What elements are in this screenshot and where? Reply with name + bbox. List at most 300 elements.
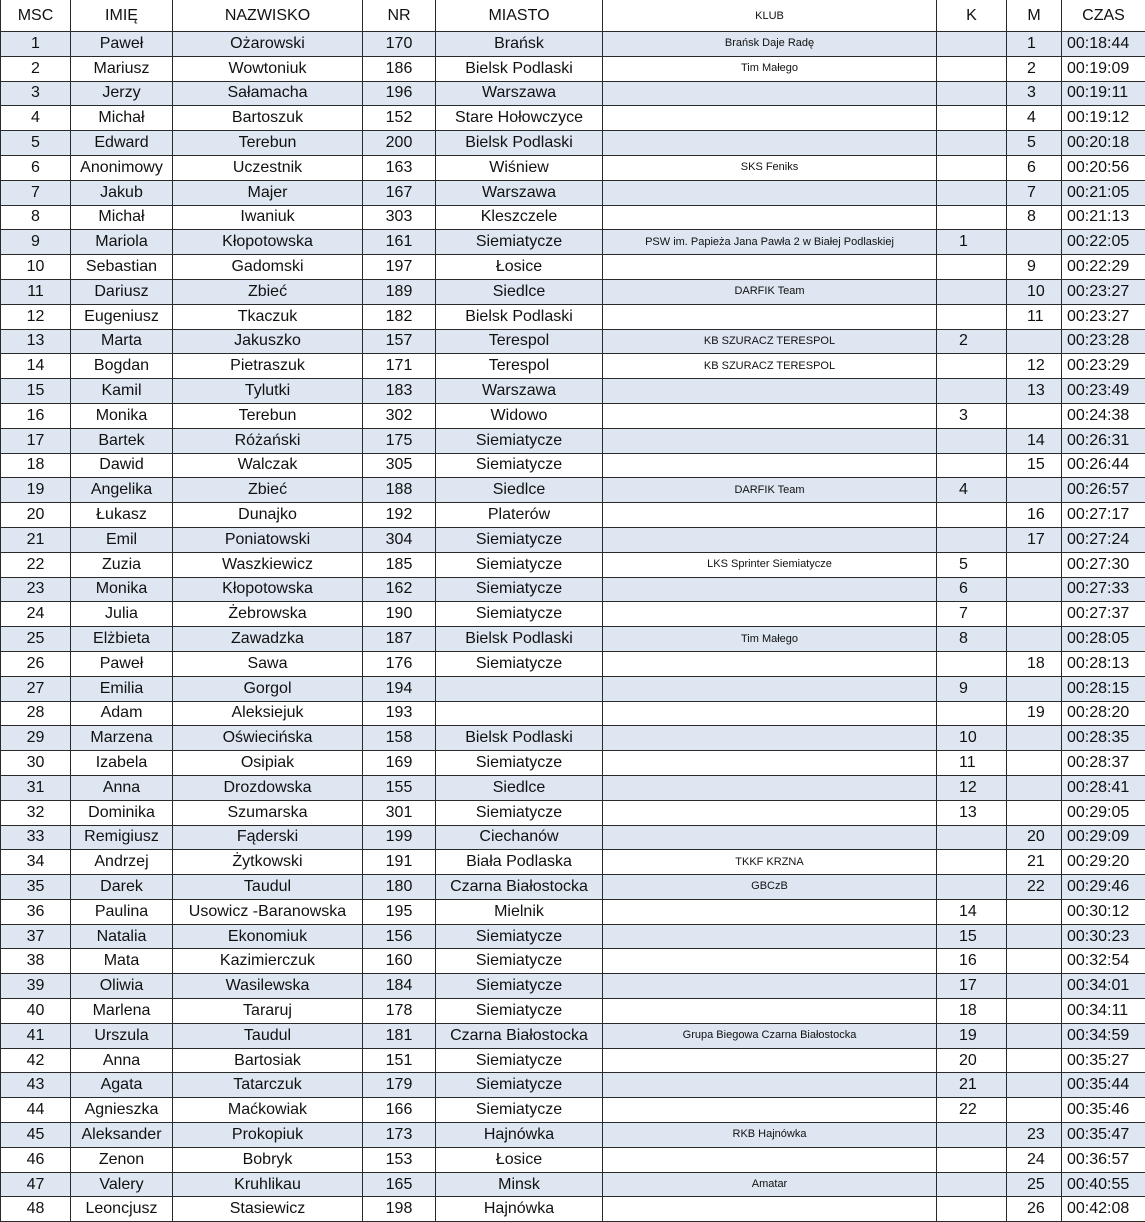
cell-nazwisko: Tkaczuk	[173, 304, 363, 329]
col-header-nazwisko: NAZWISKO	[173, 0, 363, 32]
cell-msc: 3	[1, 81, 71, 106]
cell-imie: Mata	[71, 949, 173, 974]
cell-imie: Anna	[71, 775, 173, 800]
cell-klub	[603, 1073, 937, 1098]
cell-nazwisko: Bartosiak	[173, 1048, 363, 1073]
cell-m	[1007, 329, 1062, 354]
cell-imie: Leoncjusz	[71, 1197, 173, 1222]
cell-m: 17	[1007, 527, 1062, 552]
table-row	[1, 850, 1145, 875]
cell-nazwisko: Fąderski	[173, 825, 363, 850]
cell-nazwisko: Taudul	[173, 875, 363, 900]
cell-miasto: Mielnik	[436, 899, 603, 924]
cell-msc: 24	[1, 602, 71, 627]
cell-klub	[603, 775, 937, 800]
table-row	[1, 279, 1145, 304]
cell-k	[937, 279, 1007, 304]
cell-k	[937, 354, 1007, 379]
cell-nazwisko: Stasiewicz	[173, 1197, 363, 1222]
cell-czas: 00:35:27	[1062, 1048, 1145, 1073]
cell-imie: Marlena	[71, 999, 173, 1024]
cell-czas: 00:34:01	[1062, 974, 1145, 999]
cell-imie: Angelika	[71, 478, 173, 503]
col-header-nr: NR	[363, 0, 436, 32]
cell-msc: 14	[1, 354, 71, 379]
cell-nr: 157	[363, 329, 436, 354]
cell-miasto: Bielsk Podlaski	[436, 131, 603, 156]
cell-k	[937, 81, 1007, 106]
cell-czas: 00:35:44	[1062, 1073, 1145, 1098]
cell-klub: PSW im. Papieża Jana Pawła 2 w Białej Podlaskiej	[603, 230, 937, 255]
cell-msc: 19	[1, 478, 71, 503]
cell-nazwisko: Zbieć	[173, 279, 363, 304]
cell-m: 26	[1007, 1197, 1062, 1222]
cell-msc: 6	[1, 155, 71, 180]
cell-nazwisko: Uczestnik	[173, 155, 363, 180]
cell-nr: 163	[363, 155, 436, 180]
cell-k: 20	[937, 1048, 1007, 1073]
cell-nr: 301	[363, 800, 436, 825]
cell-imie: Bogdan	[71, 354, 173, 379]
cell-k: 5	[937, 552, 1007, 577]
cell-imie: Monika	[71, 403, 173, 428]
cell-m: 15	[1007, 453, 1062, 478]
table-row	[1, 825, 1145, 850]
table-row	[1, 627, 1145, 652]
cell-miasto: Ciechanów	[436, 825, 603, 850]
cell-klub: GBCzB	[603, 875, 937, 900]
cell-nazwisko: Zawadzka	[173, 627, 363, 652]
cell-miasto: Siemiatycze	[436, 999, 603, 1024]
cell-czas: 00:32:54	[1062, 949, 1145, 974]
table-row	[1, 379, 1145, 404]
cell-imie: Monika	[71, 577, 173, 602]
cell-imie: Izabela	[71, 751, 173, 776]
cell-m: 18	[1007, 651, 1062, 676]
cell-k: 7	[937, 602, 1007, 627]
cell-m: 1	[1007, 32, 1062, 57]
cell-czas: 00:18:44	[1062, 32, 1145, 57]
cell-czas: 00:29:09	[1062, 825, 1145, 850]
cell-klub	[603, 453, 937, 478]
cell-czas: 00:29:46	[1062, 875, 1145, 900]
cell-klub: DARFIK Team	[603, 279, 937, 304]
col-header-imie: IMIĘ	[71, 0, 173, 32]
cell-nazwisko: Sawa	[173, 651, 363, 676]
cell-klub	[603, 701, 937, 726]
cell-czas: 00:34:11	[1062, 999, 1145, 1024]
cell-nr: 169	[363, 751, 436, 776]
cell-imie: Adam	[71, 701, 173, 726]
cell-nr: 186	[363, 56, 436, 81]
cell-m: 6	[1007, 155, 1062, 180]
cell-klub: SKS Feniks	[603, 155, 937, 180]
cell-k	[937, 850, 1007, 875]
cell-klub: Tim Małego	[603, 627, 937, 652]
cell-k	[937, 701, 1007, 726]
cell-k	[937, 56, 1007, 81]
cell-klub	[603, 577, 937, 602]
cell-czas: 00:23:28	[1062, 329, 1145, 354]
cell-m: 24	[1007, 1147, 1062, 1172]
table-row	[1, 354, 1145, 379]
cell-klub	[603, 304, 937, 329]
cell-m	[1007, 949, 1062, 974]
cell-k	[937, 131, 1007, 156]
cell-czas: 00:30:12	[1062, 899, 1145, 924]
cell-czas: 00:30:23	[1062, 924, 1145, 949]
table-row	[1, 255, 1145, 280]
cell-nr: 183	[363, 379, 436, 404]
cell-m	[1007, 751, 1062, 776]
col-header-miasto: MIASTO	[436, 0, 603, 32]
cell-miasto: Minsk	[436, 1172, 603, 1197]
cell-m: 13	[1007, 379, 1062, 404]
cell-imie: Oliwia	[71, 974, 173, 999]
cell-m: 25	[1007, 1172, 1062, 1197]
cell-nazwisko: Wasilewska	[173, 974, 363, 999]
cell-m	[1007, 1073, 1062, 1098]
cell-miasto: Bielsk Podlaski	[436, 304, 603, 329]
cell-klub	[603, 255, 937, 280]
cell-czas: 00:19:12	[1062, 106, 1145, 131]
cell-msc: 47	[1, 1172, 71, 1197]
cell-k: 1	[937, 230, 1007, 255]
cell-msc: 29	[1, 726, 71, 751]
cell-m: 22	[1007, 875, 1062, 900]
cell-imie: Andrzej	[71, 850, 173, 875]
cell-miasto: Platerów	[436, 503, 603, 528]
cell-k: 15	[937, 924, 1007, 949]
cell-imie: Urszula	[71, 1023, 173, 1048]
cell-imie: Agata	[71, 1073, 173, 1098]
cell-imie: Zenon	[71, 1147, 173, 1172]
cell-m	[1007, 1023, 1062, 1048]
cell-m	[1007, 627, 1062, 652]
cell-msc: 38	[1, 949, 71, 974]
cell-k: 10	[937, 726, 1007, 751]
cell-nr: 188	[363, 478, 436, 503]
table-row	[1, 999, 1145, 1024]
cell-nr: 162	[363, 577, 436, 602]
cell-msc: 43	[1, 1073, 71, 1098]
cell-msc: 10	[1, 255, 71, 280]
cell-miasto: Siemiatycze	[436, 230, 603, 255]
cell-nazwisko: Kruhlikau	[173, 1172, 363, 1197]
cell-miasto: Siemiatycze	[436, 527, 603, 552]
cell-czas: 00:27:30	[1062, 552, 1145, 577]
table-row	[1, 503, 1145, 528]
cell-miasto: Siemiatycze	[436, 453, 603, 478]
cell-czas: 00:28:05	[1062, 627, 1145, 652]
cell-klub: DARFIK Team	[603, 478, 937, 503]
cell-miasto: Łosice	[436, 255, 603, 280]
cell-czas: 00:29:20	[1062, 850, 1145, 875]
cell-klub	[603, 1048, 937, 1073]
cell-nazwisko: Majer	[173, 180, 363, 205]
cell-msc: 11	[1, 279, 71, 304]
cell-miasto: Siemiatycze	[436, 800, 603, 825]
table-row	[1, 527, 1145, 552]
cell-czas: 00:40:55	[1062, 1172, 1145, 1197]
cell-klub: Amatar	[603, 1172, 937, 1197]
cell-nr: 192	[363, 503, 436, 528]
cell-k: 2	[937, 329, 1007, 354]
cell-msc: 9	[1, 230, 71, 255]
cell-nazwisko: Wowtoniuk	[173, 56, 363, 81]
cell-klub	[603, 1098, 937, 1123]
cell-imie: Michał	[71, 205, 173, 230]
cell-nr: 166	[363, 1098, 436, 1123]
cell-miasto: Siemiatycze	[436, 949, 603, 974]
cell-czas: 00:26:31	[1062, 428, 1145, 453]
cell-m: 2	[1007, 56, 1062, 81]
cell-nazwisko: Gorgol	[173, 676, 363, 701]
cell-klub	[603, 924, 937, 949]
cell-nazwisko: Różański	[173, 428, 363, 453]
cell-nr: 176	[363, 651, 436, 676]
cell-nr: 152	[363, 106, 436, 131]
cell-nr: 180	[363, 875, 436, 900]
cell-msc: 16	[1, 403, 71, 428]
cell-msc: 27	[1, 676, 71, 701]
cell-czas: 00:27:17	[1062, 503, 1145, 528]
cell-msc: 22	[1, 552, 71, 577]
cell-nazwisko: Szumarska	[173, 800, 363, 825]
cell-imie: Dawid	[71, 453, 173, 478]
cell-klub	[603, 974, 937, 999]
cell-nazwisko: Żebrowska	[173, 602, 363, 627]
cell-nr: 155	[363, 775, 436, 800]
cell-nazwisko: Kłopotowska	[173, 230, 363, 255]
cell-k: 8	[937, 627, 1007, 652]
cell-msc: 46	[1, 1147, 71, 1172]
cell-miasto: Siemiatycze	[436, 1073, 603, 1098]
cell-nr: 305	[363, 453, 436, 478]
table-row	[1, 81, 1145, 106]
table-row	[1, 726, 1145, 751]
cell-nr: 153	[363, 1147, 436, 1172]
cell-msc: 37	[1, 924, 71, 949]
cell-imie: Elżbieta	[71, 627, 173, 652]
cell-nazwisko: Osipiak	[173, 751, 363, 776]
cell-nr: 156	[363, 924, 436, 949]
table-row	[1, 131, 1145, 156]
cell-m	[1007, 1048, 1062, 1073]
cell-msc: 28	[1, 701, 71, 726]
table-row	[1, 875, 1145, 900]
col-header-msc: MSC	[1, 0, 71, 32]
cell-klub	[603, 999, 937, 1024]
cell-nr: 193	[363, 701, 436, 726]
cell-nazwisko: Iwaniuk	[173, 205, 363, 230]
table-row	[1, 751, 1145, 776]
cell-k: 19	[937, 1023, 1007, 1048]
cell-czas: 00:35:47	[1062, 1123, 1145, 1148]
cell-imie: Mariola	[71, 230, 173, 255]
cell-k	[937, 255, 1007, 280]
cell-imie: Bartek	[71, 428, 173, 453]
cell-k	[937, 428, 1007, 453]
cell-klub	[603, 751, 937, 776]
cell-klub: KB SZURACZ TERESPOL	[603, 354, 937, 379]
table-row	[1, 478, 1145, 503]
table-row	[1, 899, 1145, 924]
cell-nazwisko: Kłopotowska	[173, 577, 363, 602]
cell-miasto: Hajnówka	[436, 1123, 603, 1148]
cell-czas: 00:23:27	[1062, 279, 1145, 304]
cell-imie: Jakub	[71, 180, 173, 205]
cell-nazwisko: Waszkiewicz	[173, 552, 363, 577]
cell-klub	[603, 403, 937, 428]
cell-k	[937, 1172, 1007, 1197]
table-row	[1, 428, 1145, 453]
cell-czas: 00:36:57	[1062, 1147, 1145, 1172]
cell-nr: 171	[363, 354, 436, 379]
table-row	[1, 577, 1145, 602]
cell-nr: 175	[363, 428, 436, 453]
cell-czas: 00:28:15	[1062, 676, 1145, 701]
cell-msc: 7	[1, 180, 71, 205]
cell-msc: 42	[1, 1048, 71, 1073]
cell-msc: 13	[1, 329, 71, 354]
cell-m: 10	[1007, 279, 1062, 304]
cell-msc: 23	[1, 577, 71, 602]
table-row	[1, 1023, 1145, 1048]
cell-nr: 187	[363, 627, 436, 652]
cell-k: 11	[937, 751, 1007, 776]
cell-imie: Emil	[71, 527, 173, 552]
cell-nr: 151	[363, 1048, 436, 1073]
cell-nr: 303	[363, 205, 436, 230]
cell-klub: Grupa Biegowa Czarna Białostocka	[603, 1023, 937, 1048]
table-row	[1, 1048, 1145, 1073]
cell-m	[1007, 924, 1062, 949]
cell-nazwisko: Pietraszuk	[173, 354, 363, 379]
cell-nazwisko: Tatarczuk	[173, 1073, 363, 1098]
cell-miasto: Siemiatycze	[436, 651, 603, 676]
table-row	[1, 155, 1145, 180]
cell-miasto: Siemiatycze	[436, 552, 603, 577]
cell-imie: Michał	[71, 106, 173, 131]
table-row	[1, 800, 1145, 825]
cell-czas: 00:26:44	[1062, 453, 1145, 478]
col-header-k: K	[937, 0, 1007, 32]
cell-klub: KB SZURACZ TERESPOL	[603, 329, 937, 354]
cell-nazwisko: Kazimierczuk	[173, 949, 363, 974]
cell-klub	[603, 131, 937, 156]
cell-miasto: Siedlce	[436, 478, 603, 503]
cell-m	[1007, 478, 1062, 503]
cell-nazwisko: Taudul	[173, 1023, 363, 1048]
cell-czas: 00:27:37	[1062, 602, 1145, 627]
cell-msc: 35	[1, 875, 71, 900]
cell-m	[1007, 577, 1062, 602]
cell-nr: 182	[363, 304, 436, 329]
cell-klub	[603, 527, 937, 552]
cell-klub: TKKF KRZNA	[603, 850, 937, 875]
cell-nr: 165	[363, 1172, 436, 1197]
cell-nr: 195	[363, 899, 436, 924]
cell-nazwisko: Terebun	[173, 131, 363, 156]
cell-k: 21	[937, 1073, 1007, 1098]
cell-czas: 00:26:57	[1062, 478, 1145, 503]
cell-m: 4	[1007, 106, 1062, 131]
cell-czas: 00:27:33	[1062, 577, 1145, 602]
cell-k	[937, 875, 1007, 900]
cell-m: 14	[1007, 428, 1062, 453]
cell-klub: RKB Hajnówka	[603, 1123, 937, 1148]
cell-k	[937, 453, 1007, 478]
cell-nr: 185	[363, 552, 436, 577]
cell-imie: Łukasz	[71, 503, 173, 528]
cell-nazwisko: Maćkowiak	[173, 1098, 363, 1123]
cell-k: 13	[937, 800, 1007, 825]
cell-k	[937, 180, 1007, 205]
cell-nr: 197	[363, 255, 436, 280]
cell-msc: 2	[1, 56, 71, 81]
cell-k	[937, 205, 1007, 230]
cell-nazwisko: Gadomski	[173, 255, 363, 280]
cell-nr: 158	[363, 726, 436, 751]
table-row	[1, 1147, 1145, 1172]
cell-nr: 196	[363, 81, 436, 106]
cell-m: 20	[1007, 825, 1062, 850]
cell-nazwisko: Jakuszko	[173, 329, 363, 354]
cell-nazwisko: Dunajko	[173, 503, 363, 528]
cell-k	[937, 304, 1007, 329]
cell-m	[1007, 726, 1062, 751]
cell-imie: Anonimowy	[71, 155, 173, 180]
cell-msc: 44	[1, 1098, 71, 1123]
cell-klub	[603, 205, 937, 230]
cell-nazwisko: Bobryk	[173, 1147, 363, 1172]
cell-nazwisko: Zbieć	[173, 478, 363, 503]
cell-klub	[603, 1197, 937, 1222]
col-header-klub: KLUB	[603, 0, 937, 32]
cell-m: 16	[1007, 503, 1062, 528]
cell-msc: 1	[1, 32, 71, 57]
cell-czas: 00:23:49	[1062, 379, 1145, 404]
cell-nr: 302	[363, 403, 436, 428]
table-row	[1, 32, 1145, 57]
table-row	[1, 1098, 1145, 1123]
cell-miasto: Brańsk	[436, 32, 603, 57]
cell-nazwisko: Prokopiuk	[173, 1123, 363, 1148]
cell-nr: 170	[363, 32, 436, 57]
results-body	[1, 32, 1145, 1222]
cell-msc: 39	[1, 974, 71, 999]
cell-miasto: Warszawa	[436, 379, 603, 404]
cell-czas: 00:28:41	[1062, 775, 1145, 800]
cell-msc: 26	[1, 651, 71, 676]
cell-m	[1007, 999, 1062, 1024]
cell-nazwisko: Terebun	[173, 403, 363, 428]
cell-k	[937, 106, 1007, 131]
table-row	[1, 1172, 1145, 1197]
cell-msc: 31	[1, 775, 71, 800]
cell-m: 3	[1007, 81, 1062, 106]
table-row	[1, 106, 1145, 131]
table-row	[1, 1197, 1145, 1222]
cell-czas: 00:29:05	[1062, 800, 1145, 825]
cell-k: 16	[937, 949, 1007, 974]
cell-nazwisko: Aleksiejuk	[173, 701, 363, 726]
cell-k	[937, 379, 1007, 404]
cell-msc: 20	[1, 503, 71, 528]
cell-miasto	[436, 701, 603, 726]
cell-nr: 189	[363, 279, 436, 304]
